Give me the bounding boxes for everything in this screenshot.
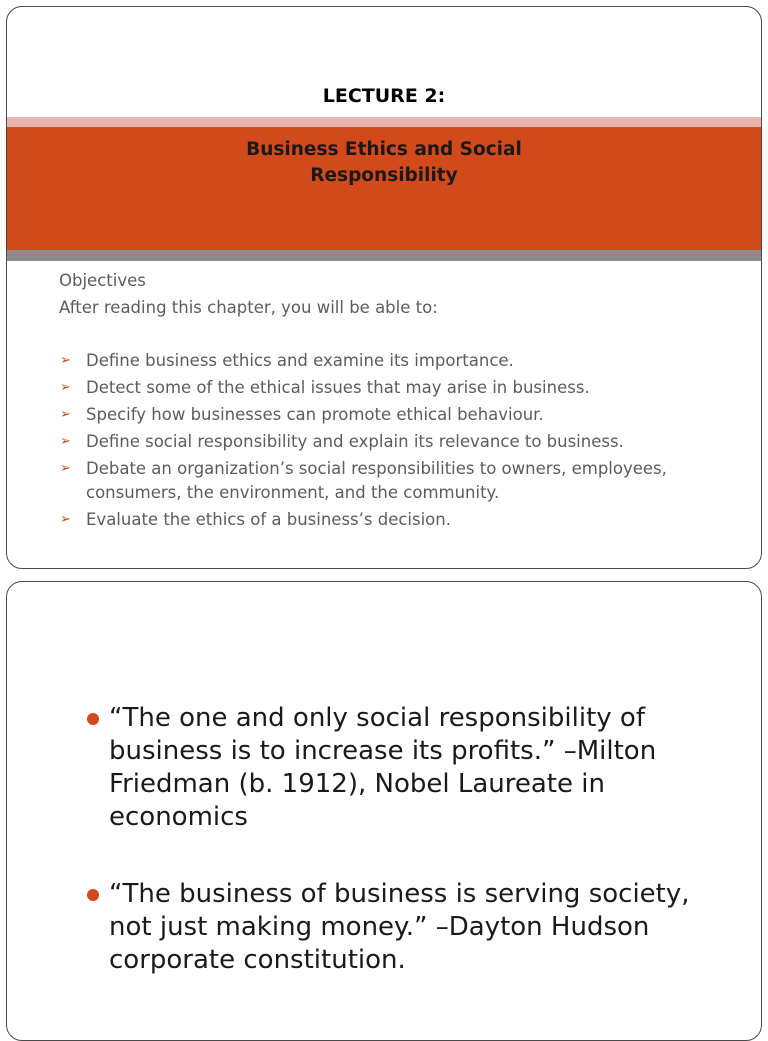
- slide-title: [7, 137, 761, 189]
- list-item: [59, 349, 759, 373]
- quotes-list: [87, 702, 727, 977]
- list-item: [59, 508, 759, 532]
- arrow-bullet-icon: ➢: [60, 461, 71, 476]
- list-item: [59, 457, 759, 505]
- dot-bullet-icon: [87, 889, 99, 901]
- objective-text: Specify how businesses can promote ethical behaviour.: [86, 405, 544, 424]
- objective-text: Define social responsibility and explain its relevance to business.: [86, 432, 624, 451]
- list-item: [59, 430, 759, 454]
- quote-text: “The business of business is serving society, not just making money.” –Dayton Hudson corporate constitution.: [109, 879, 690, 975]
- title-band: [7, 127, 761, 250]
- arrow-bullet-icon: ➢: [60, 380, 71, 395]
- slide-title-line-2: Responsibility: [310, 165, 458, 186]
- objectives-intro: [59, 267, 759, 321]
- slide-quotes: [6, 581, 762, 1041]
- list-item: [87, 878, 727, 977]
- objectives-list: [59, 349, 759, 535]
- objective-text: Define business ethics and examine its importance.: [86, 351, 514, 370]
- dot-bullet-icon: [87, 713, 99, 725]
- grey-divider-strip: [7, 250, 761, 261]
- objective-text: Evaluate the ethics of a business’s decision.: [86, 510, 451, 529]
- list-item: [59, 403, 759, 427]
- pink-divider-strip: [7, 117, 761, 127]
- list-item: [87, 702, 727, 834]
- arrow-bullet-icon: ➢: [60, 434, 71, 449]
- objective-text: Detect some of the ethical issues that may arise in business.: [86, 378, 590, 397]
- arrow-bullet-icon: ➢: [60, 512, 71, 527]
- arrow-bullet-icon: ➢: [60, 353, 71, 368]
- lecture-label: LECTURE 2:: [322, 85, 446, 107]
- objective-text: Debate an organization’s social responsibilities to owners, employees, consumers, the environment, and the community.: [86, 459, 667, 502]
- slide-lecture-title: [6, 6, 762, 569]
- slide-title-line-1: Business Ethics and Social: [246, 139, 522, 160]
- quote-text: “The one and only social responsibility of business is to increase its profits.” –Milton Friedman (b. 1912), Nobel Laureate in economics: [109, 703, 657, 832]
- objectives-heading: Objectives: [59, 271, 146, 290]
- objectives-intro-text: After reading this chapter, you will be able to:: [59, 298, 438, 317]
- arrow-bullet-icon: ➢: [60, 407, 71, 422]
- list-item: [59, 376, 759, 400]
